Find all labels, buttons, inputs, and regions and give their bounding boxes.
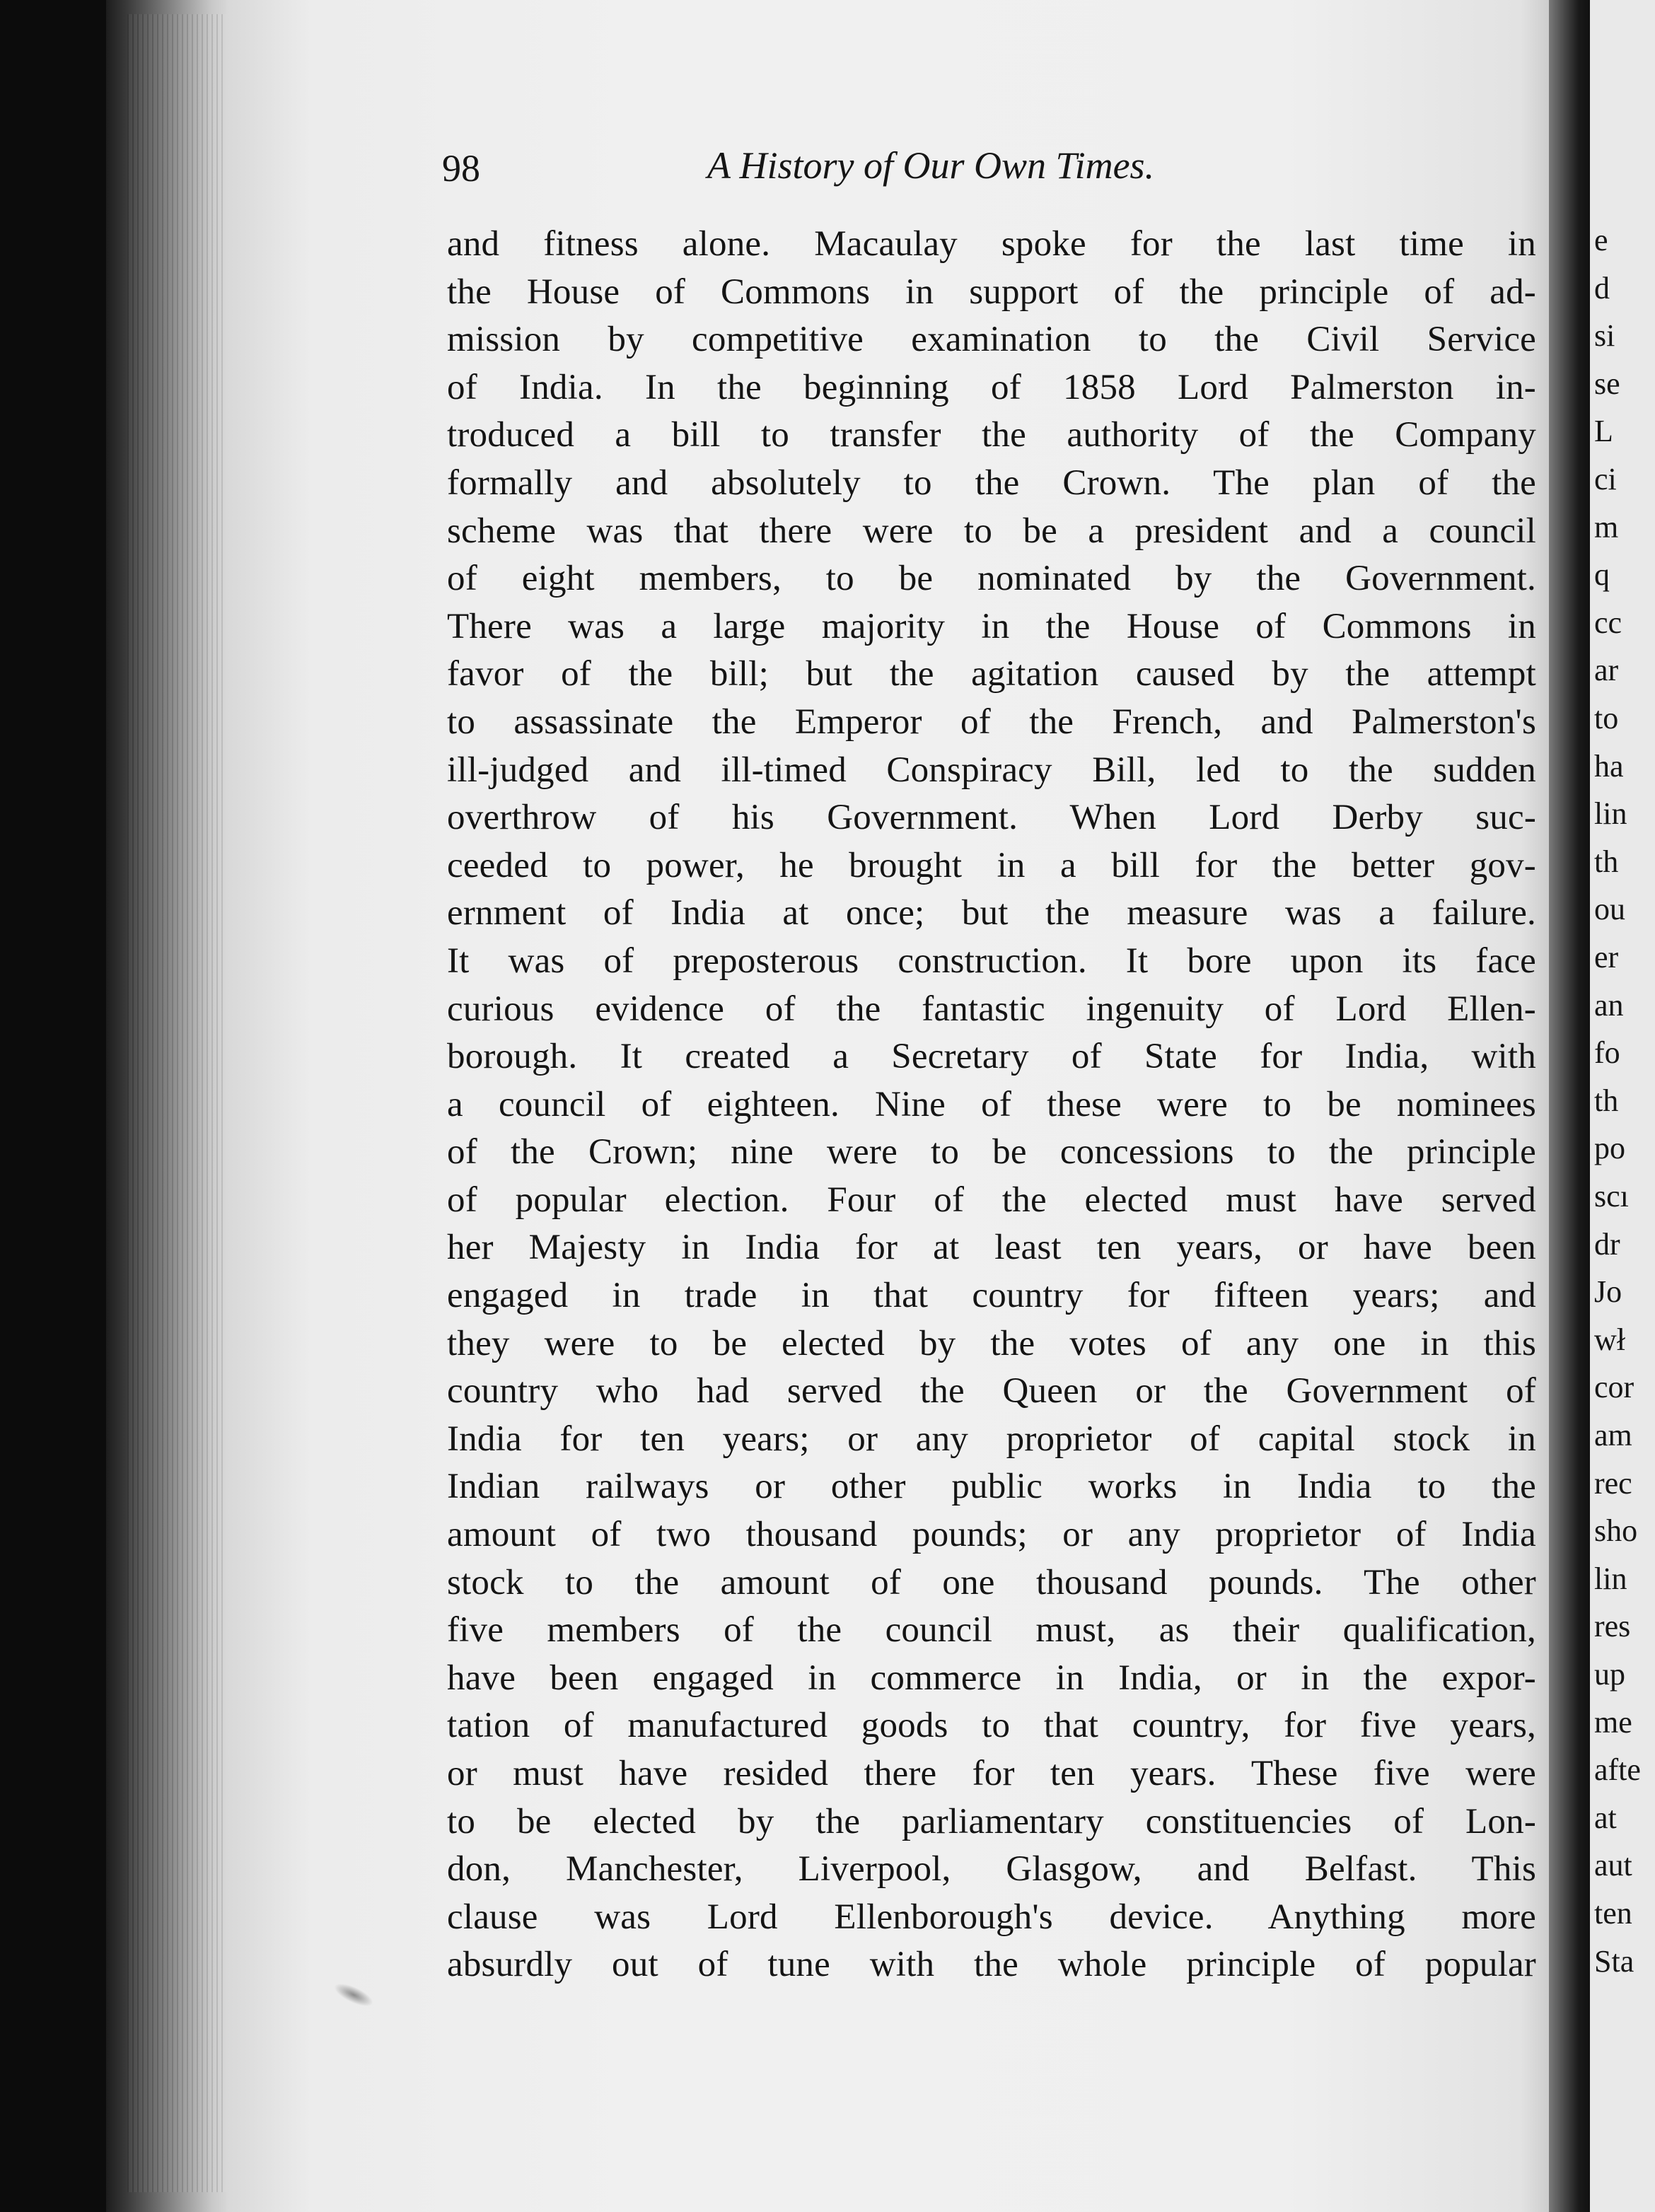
text-line: country who had served the Queen or the Government of	[447, 1371, 1536, 1411]
facing-page-line: Jo	[1594, 1274, 1622, 1310]
facing-page-line: cc	[1594, 605, 1622, 640]
text-line: formally and absolutely to the Crown. The plan of the	[447, 462, 1536, 503]
text-line: Indian railways or other public works in India to the	[447, 1467, 1536, 1507]
text-line: of eight members, to be nominated by the Government.	[447, 559, 1536, 599]
text-line: ill-judged and ill-timed Conspiracy Bill, led to the sudden	[447, 750, 1536, 790]
facing-page-line: me	[1594, 1704, 1632, 1740]
text-line: There was a large majority in the House of Commons in	[447, 606, 1536, 646]
text-line: tation of manufactured goods to that country, for five years,	[447, 1706, 1536, 1746]
text-line: troduced a bill to transfer the authority of the Company	[447, 415, 1536, 455]
facing-page-line: se	[1594, 366, 1620, 401]
facing-page-line: d	[1594, 270, 1610, 305]
facing-page-line: afte	[1594, 1752, 1641, 1788]
facing-page-line: th	[1594, 844, 1619, 879]
text-line: don, Manchester, Liverpool, Glasgow, and Belfast. This	[447, 1849, 1536, 1890]
facing-page-line: ar	[1594, 653, 1619, 688]
facing-page-line: ci	[1594, 462, 1617, 496]
facing-page-line: am	[1594, 1418, 1632, 1453]
facing-page-line: up	[1594, 1657, 1625, 1692]
facing-page-line: si	[1594, 318, 1615, 354]
facing-page-line: m	[1594, 509, 1619, 545]
facing-page-line: L	[1594, 414, 1613, 449]
text-line: favor of the bill; but the agitation caused by the attempt	[447, 654, 1536, 694]
text-line: a council of eighteen. Nine of these were to be nominees	[447, 1084, 1536, 1124]
facing-page-line: rec	[1594, 1465, 1632, 1501]
facing-page-line: lin	[1594, 1561, 1627, 1596]
text-line: mission by competitive examination to the Civil Service	[447, 320, 1536, 360]
text-line: of popular election. Four of the elected must have served	[447, 1180, 1536, 1220]
facing-page-line: at	[1594, 1800, 1617, 1835]
text-line: borough. It created a Secretary of State for India, with	[447, 1037, 1536, 1077]
text-line: of the Crown; nine were to be concessions to the principle	[447, 1132, 1536, 1172]
text-line: her Majesty in India for at least ten years, or have been	[447, 1228, 1536, 1268]
text-line: stock to the amount of one thousand pounds. The other	[447, 1562, 1536, 1602]
facing-page-line: aut	[1594, 1848, 1632, 1883]
text-line: the House of Commons in support of the principle of ad-	[447, 272, 1536, 312]
facing-page-line: th	[1594, 1083, 1619, 1118]
facing-page-line: wł	[1594, 1322, 1625, 1357]
text-line: scheme was that there were to be a president and a council	[447, 511, 1536, 551]
facing-page-fragment	[1590, 0, 1655, 2212]
text-line: they were to be elected by the votes of any one in this	[447, 1323, 1536, 1363]
facing-page-line: to	[1594, 701, 1619, 735]
text-line: It was of preposterous construction. It bore upon its face	[447, 941, 1536, 981]
page-number: 98	[442, 147, 480, 190]
running-title: A History of Our Own Times.	[707, 144, 1155, 187]
text-line: amount of two thousand pounds; or any proprietor of India	[447, 1515, 1536, 1555]
text-line: clause was Lord Ellenborough's device. Anything more	[447, 1897, 1536, 1937]
facing-page-line: res	[1594, 1609, 1631, 1644]
facing-page-line: scı	[1594, 1179, 1629, 1213]
text-line: ernment of India at once; but the measure was a failure.	[447, 893, 1536, 933]
facing-page-line: e	[1594, 223, 1608, 257]
text-line: to be elected by the parliamentary constituencies of Lon-	[447, 1801, 1536, 1841]
facing-page-line: fo	[1594, 1035, 1620, 1071]
facing-page-line: sho	[1594, 1513, 1638, 1549]
facing-page-line: po	[1594, 1131, 1625, 1166]
facing-page-line: ou	[1594, 892, 1625, 927]
text-line: curious evidence of the fantastic ingenuity of Lord Ellen-	[447, 989, 1536, 1029]
facing-page-line: q	[1594, 557, 1610, 593]
facing-page-line: er	[1594, 940, 1619, 974]
text-line: absurdly out of tune with the whole principle of popular	[447, 1945, 1536, 1985]
text-line: overthrow of his Government. When Lord Derby suc-	[447, 798, 1536, 838]
running-head	[442, 138, 1291, 194]
facing-page-line: cor	[1594, 1370, 1634, 1405]
facing-page-line: lin	[1594, 796, 1627, 832]
text-line: have been engaged in commerce in India, or in the expor-	[447, 1658, 1536, 1698]
page-edge-texture	[127, 14, 233, 2192]
text-line: ceeded to power, he brought in a bill for the better gov-	[447, 845, 1536, 885]
facing-page-line: ha	[1594, 748, 1624, 784]
facing-page-line: Sta	[1594, 1943, 1634, 1979]
text-line: India for ten years; or any proprietor of capital stock in	[447, 1419, 1536, 1459]
facing-page-line: dr	[1594, 1226, 1620, 1262]
body-text	[447, 221, 1536, 1989]
text-line: of India. In the beginning of 1858 Lord Palmerston in-	[447, 367, 1536, 407]
text-line: and fitness alone. Macaulay spoke for the last time in	[447, 224, 1536, 264]
facing-page-line: an	[1594, 987, 1624, 1023]
facing-page-line: ten	[1594, 1896, 1632, 1931]
text-line: or must have resided there for ten years. These five were	[447, 1754, 1536, 1793]
text-line: to assassinate the Emperor of the French, and Palmerston's	[447, 702, 1536, 742]
text-line: engaged in trade in that country for fifteen years; and	[447, 1276, 1536, 1316]
text-line: five members of the council must, as their qualification,	[447, 1610, 1536, 1651]
